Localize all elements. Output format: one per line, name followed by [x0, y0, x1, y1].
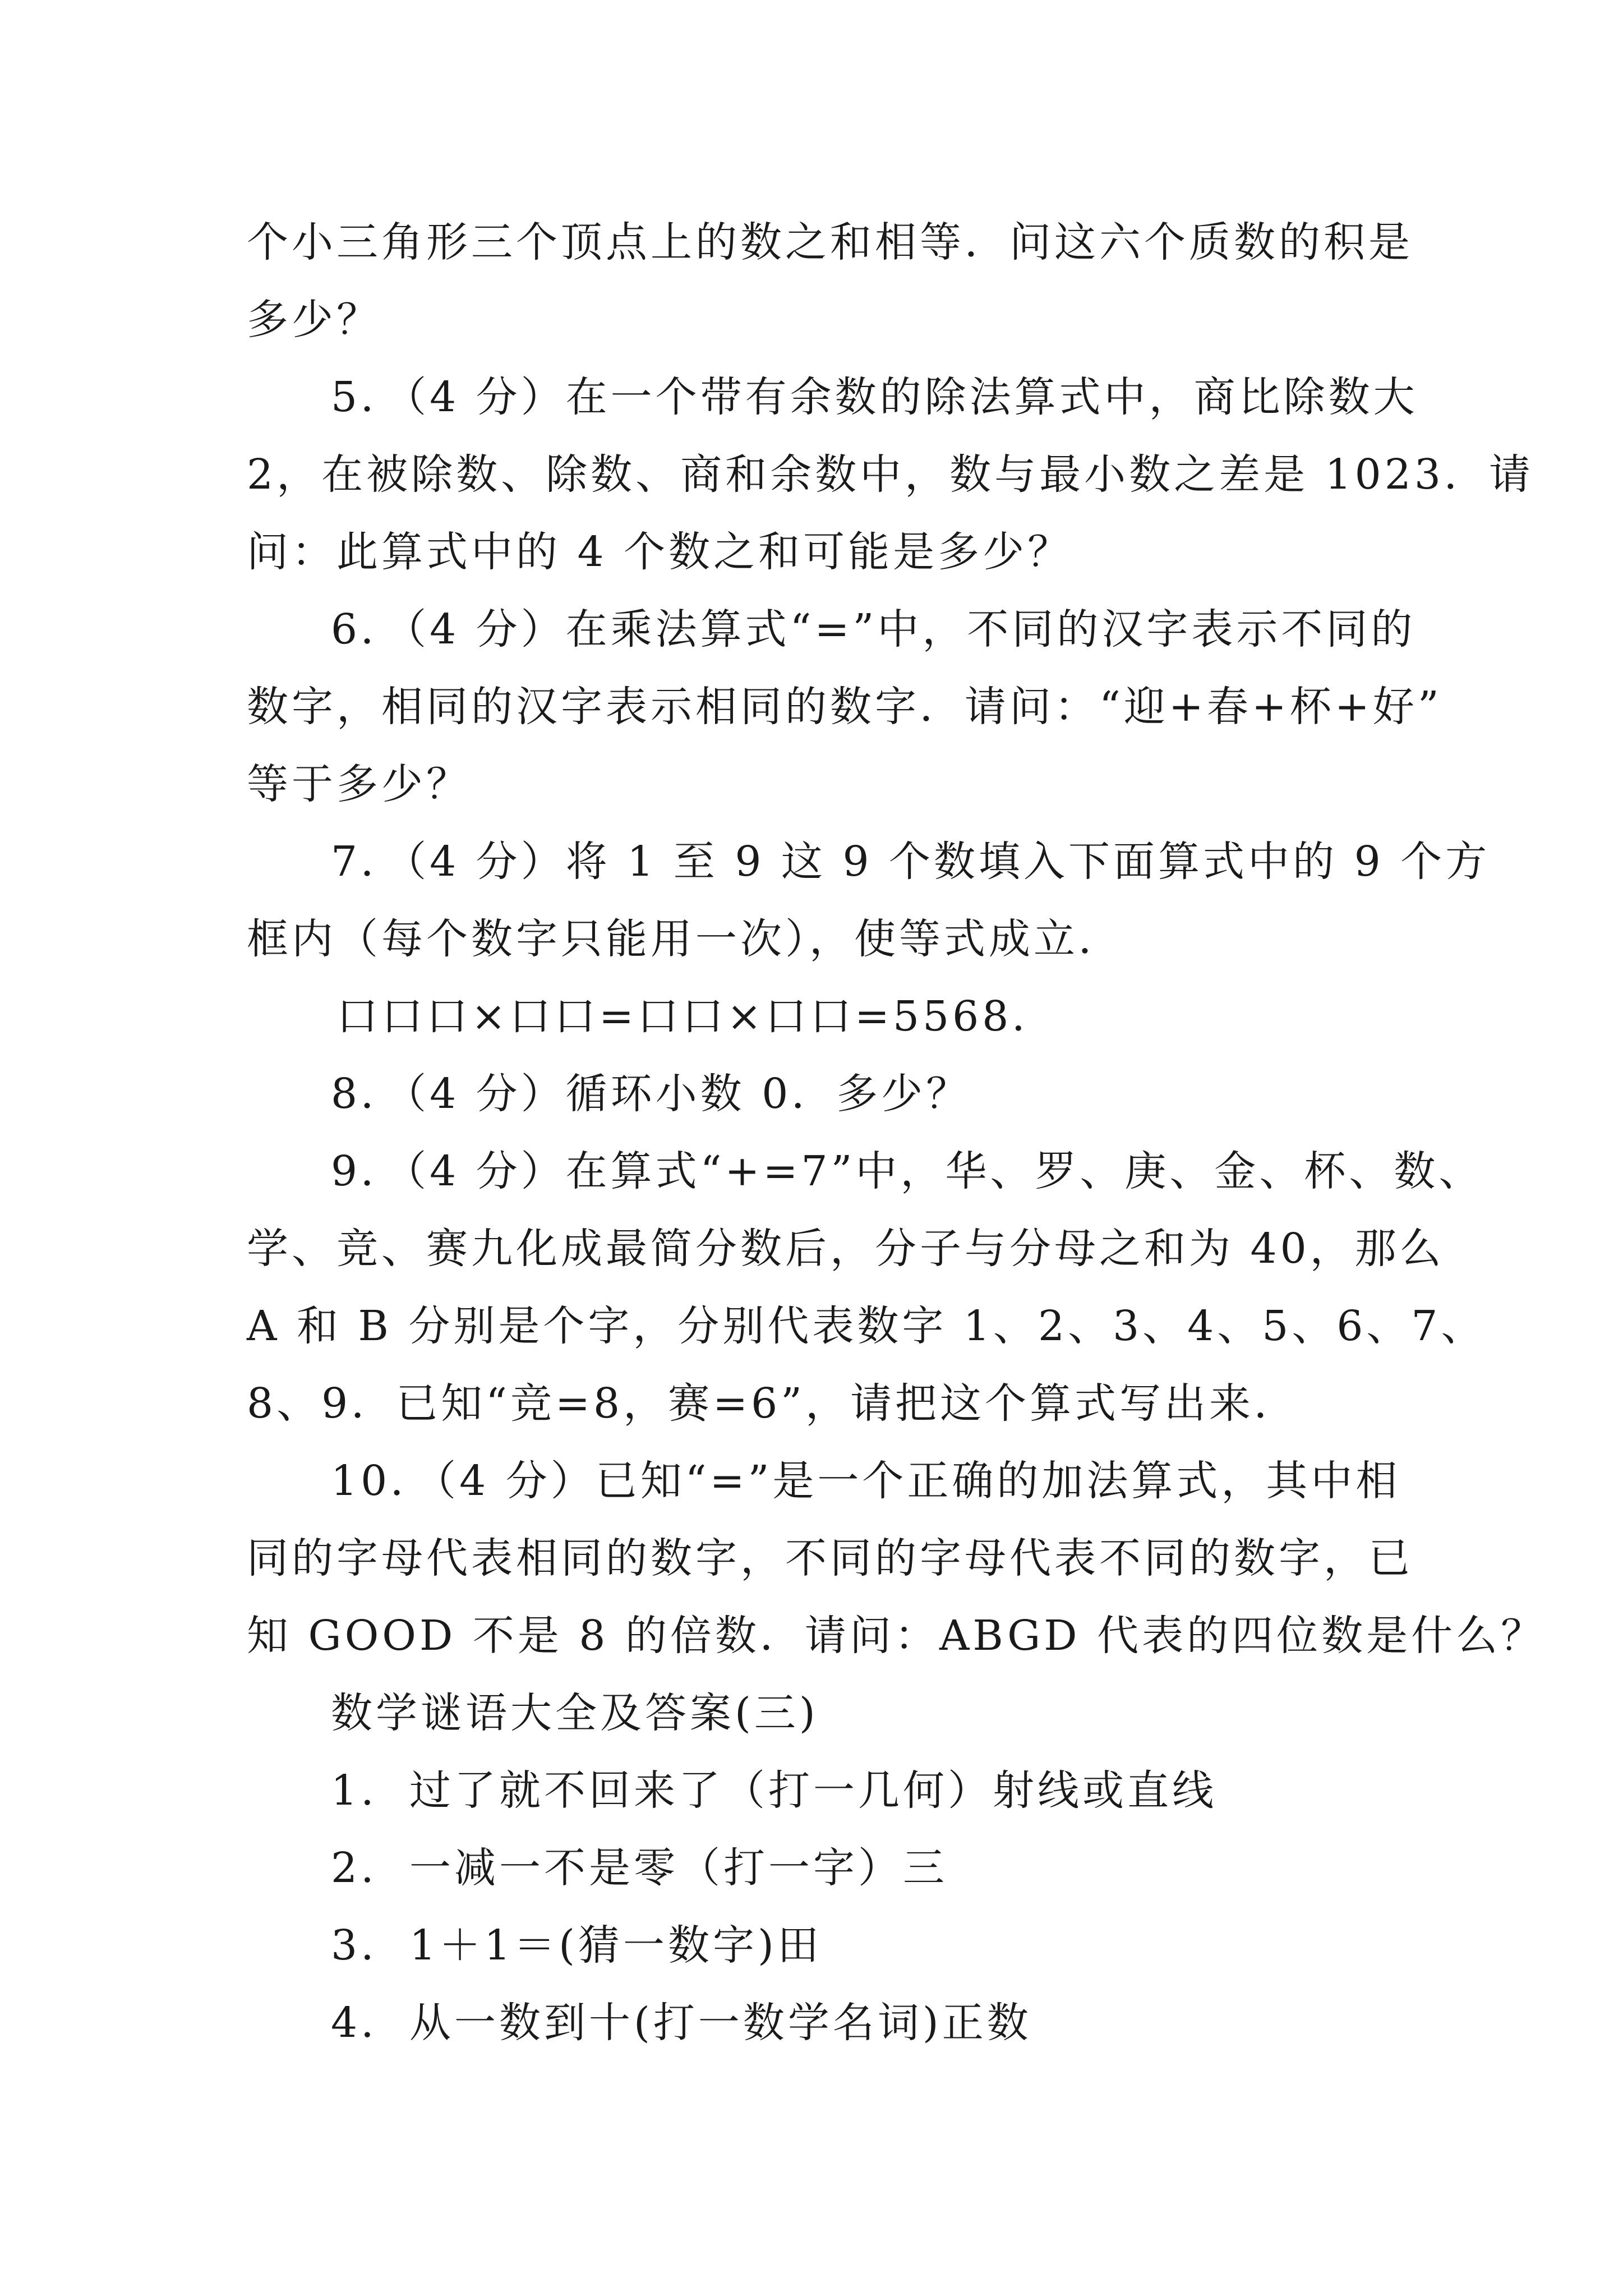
question-8-line: 8．（4 分）循环小数 0．多少？ — [331, 1070, 971, 1118]
text-line: 学、竞、赛九化成最简分数后，分子与分母之和为 40，那么 — [247, 1225, 1445, 1273]
riddle-text: 1＋1＝(猜一数字)田 — [409, 1921, 822, 1970]
riddle-number: 4. — [331, 1999, 377, 2047]
text-line: 框内（每个数字只能用一次），使等式成立． — [247, 915, 1123, 963]
riddle-number: 1. — [331, 1766, 377, 1815]
text-line: A 和 B 分别是个字，分别代表数字 1、2、3、4、5、6、7、 — [247, 1302, 1486, 1350]
text-line: 个小三角形三个顶点上的数之和相等．问这六个质数的积是 — [247, 218, 1413, 266]
riddle-text: 一减一不是零（打一字）三 — [409, 1844, 948, 1892]
riddle-item — [331, 1917, 822, 1973]
riddle-item — [331, 1995, 1032, 2051]
riddle-item — [331, 1840, 948, 1896]
question-9-line: 9．（4 分）在算式“+=7”中，华、罗、庚、金、杯、数、 — [331, 1147, 1484, 1195]
riddle-text: 过了就不回来了（打一几何）射线或直线 — [409, 1766, 1217, 1815]
text-line: 知 GOOD 不是 8 的倍数．请问：ABGD 代表的四位数是什么？ — [247, 1612, 1546, 1660]
question-5-line: 5．（4 分）在一个带有余数的除法算式中，商比除数大 — [331, 373, 1418, 421]
text-line: 数字，相同的汉字表示相同的数字．请问：“迎+春+杯+好” — [247, 683, 1442, 731]
question-6-line: 6．（4 分）在乘法算式“=”中，不同的汉字表示不同的 — [331, 605, 1416, 654]
text-line: 8、9．已知“竞=8，赛=6”，请把这个算式写出来． — [247, 1379, 1299, 1428]
text-line: 同的字母代表相同的数字，不同的字母代表不同的数字，已 — [247, 1534, 1413, 1582]
question-7-line: 7．（4 分）将 1 至 9 这 9 个数填入下面算式中的 9 个方 — [331, 838, 1491, 886]
riddle-item — [331, 1763, 1217, 1819]
equation-line: 口口口×口口=口口×口口=5568． — [336, 992, 1057, 1041]
riddle-number: 3. — [331, 1921, 377, 1970]
question-10-line: 10．（4 分）已知“=”是一个正确的加法算式，其中相 — [331, 1457, 1401, 1505]
section-heading: 数学谜语大全及答案(三) — [331, 1689, 819, 1737]
text-line: 问：此算式中的 4 个数之和可能是多少？ — [247, 528, 1073, 576]
riddle-text: 从一数到十(打一数学名词)正数 — [409, 1999, 1032, 2047]
riddle-number: 2. — [331, 1844, 377, 1892]
text-line: 2，在被除数、除数、商和余数中，数与最小数之差是 1023．请 — [247, 450, 1534, 499]
text-line: 等于多少？ — [247, 760, 471, 808]
text-line: 多少？ — [247, 296, 381, 344]
